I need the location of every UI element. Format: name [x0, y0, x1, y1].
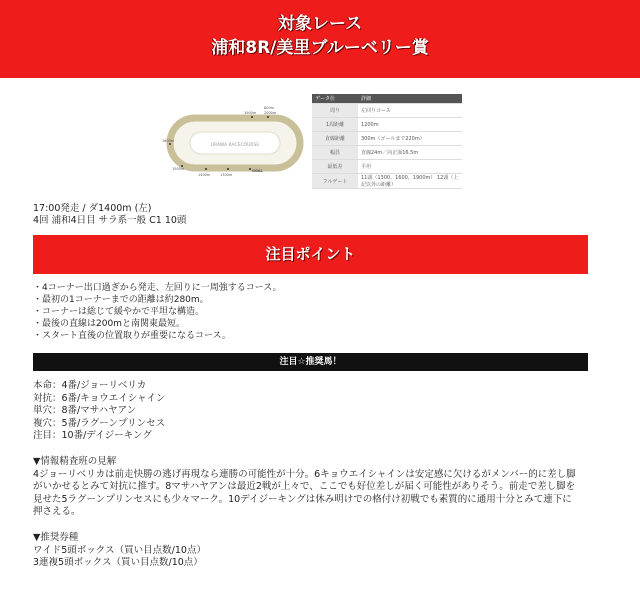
table-row — [312, 132, 462, 146]
header-title: 対象レース — [277, 14, 363, 34]
table-key: 幅員 — [312, 146, 358, 160]
mark-1600m: 1600m — [162, 139, 175, 143]
analysis-line: 4ジョーリベリカは前走快勝の逃げ再現なら連勝の可能性が十分。6キョウエイシャインは安定感に欠けるがメンバー的に差し脚 — [33, 468, 576, 480]
table-header-key: データ仕 — [312, 94, 358, 104]
table-value: 左回りコース — [358, 104, 462, 118]
list-item: ・最後の直線は200mと南関東最短。 — [33, 319, 185, 329]
pick-item: 注目：10番/デイジーキング — [33, 430, 152, 441]
mark-1400m: 1400m — [198, 173, 211, 177]
points-list — [33, 282, 282, 342]
pick-item: 単穴：8番/マサハヤアン — [33, 405, 137, 416]
analysis-section — [33, 456, 593, 519]
mark-1500m: 1500m — [172, 167, 185, 171]
table-header-row — [312, 94, 462, 104]
tickets-title: ▼推奨券種 — [33, 532, 79, 543]
ticket-line: 3連複5頭ボックス（買い目点数/10点） — [33, 557, 203, 568]
course-map — [160, 96, 310, 184]
table-row — [312, 146, 462, 160]
mark-1900m: 1900m — [244, 111, 257, 115]
race-header — [0, 0, 640, 78]
table-header-value: 詳細 — [358, 94, 462, 104]
mark-800m: 800m — [264, 106, 275, 110]
table-row — [312, 174, 462, 189]
analysis-line: がいかせるとみて対抗に推す。8マサハヤアンは最近2戦が上々で、ここでも好位差しが届く可能性がありそう。前走で差し脚を — [33, 481, 576, 492]
section-title: 注目ポイント — [33, 235, 588, 274]
table-key: 1周距離 — [312, 118, 358, 132]
table-row — [312, 118, 462, 132]
mark-1300m: 1300m — [220, 173, 233, 177]
list-item: ・最初の1コーナーまでの距離は約280m。 — [33, 295, 209, 305]
table-key: フルゲート — [312, 174, 358, 189]
pick-item: 複穴：5番/ラグーンプリンセス — [33, 417, 166, 429]
marker-dot — [227, 168, 229, 170]
pick-item: 対抗：6番/キョウエイシャイン — [33, 392, 166, 404]
table-value: 300m（ゴールまで220m） — [358, 132, 462, 146]
tickets-section — [33, 532, 206, 570]
course-name-label: URAWA RACECOURSE — [210, 143, 260, 148]
table-value: 11頭（1300、1600、1900m） 12頭（上記以外の距離） — [358, 174, 462, 189]
table-key: 最低差 — [312, 160, 358, 174]
marker-dot — [169, 143, 171, 145]
race-meeting: 4回 浦和4日目 サラ系一般 C1 10頭 — [33, 215, 187, 226]
picks-list — [33, 380, 166, 443]
table-key: 直線距離 — [312, 132, 358, 146]
ticket-line: ワイド5頭ボックス（買い目点数/10点） — [33, 544, 206, 556]
table-row — [312, 160, 462, 174]
marker-dot — [267, 116, 269, 118]
list-item: ・コーナーは総じて緩やかで平坦な構造。 — [33, 307, 205, 317]
analysis-line: 見せた5ラグーンプリンセスにも少々マーク。10デイジーキングは休み明けでの格付け初戦でも素質的に通用十分とみて連下に — [33, 493, 572, 505]
table-value: 平坦 — [358, 160, 462, 174]
mark-2000m: 2000m — [264, 111, 277, 115]
race-name: 浦和8R/美里ブルーベリー賞 — [211, 38, 429, 58]
list-item: ・4コーナー出口過ぎから発走、左回りに一周強するコース。 — [33, 283, 282, 293]
analysis-line: 押さえる。 — [33, 506, 81, 517]
table-row — [312, 104, 462, 118]
race-time-distance: 17:00発走 / ダ1400m (左) — [33, 203, 152, 214]
pick-item: 本命：4番/ジョーリベリカ — [33, 380, 147, 391]
marker-dot — [251, 116, 253, 118]
picks-title-bar: 注目☆推奨馬！ — [33, 353, 588, 371]
marker-dot — [205, 168, 207, 170]
table-value: 1200m — [358, 118, 462, 132]
course-data-table — [312, 94, 462, 189]
mark-goal: GOAL — [252, 169, 263, 173]
analysis-title: ▼情報精査班の見解 — [33, 456, 117, 467]
list-item: ・スタート直後の位置取りが重要になるコース。 — [33, 331, 231, 341]
table-value: 直線24m／向正面16.5m — [358, 146, 462, 160]
marker-dot — [181, 165, 183, 167]
race-info — [33, 203, 186, 227]
marker-dot — [249, 168, 251, 170]
table-key: 周り — [312, 104, 358, 118]
